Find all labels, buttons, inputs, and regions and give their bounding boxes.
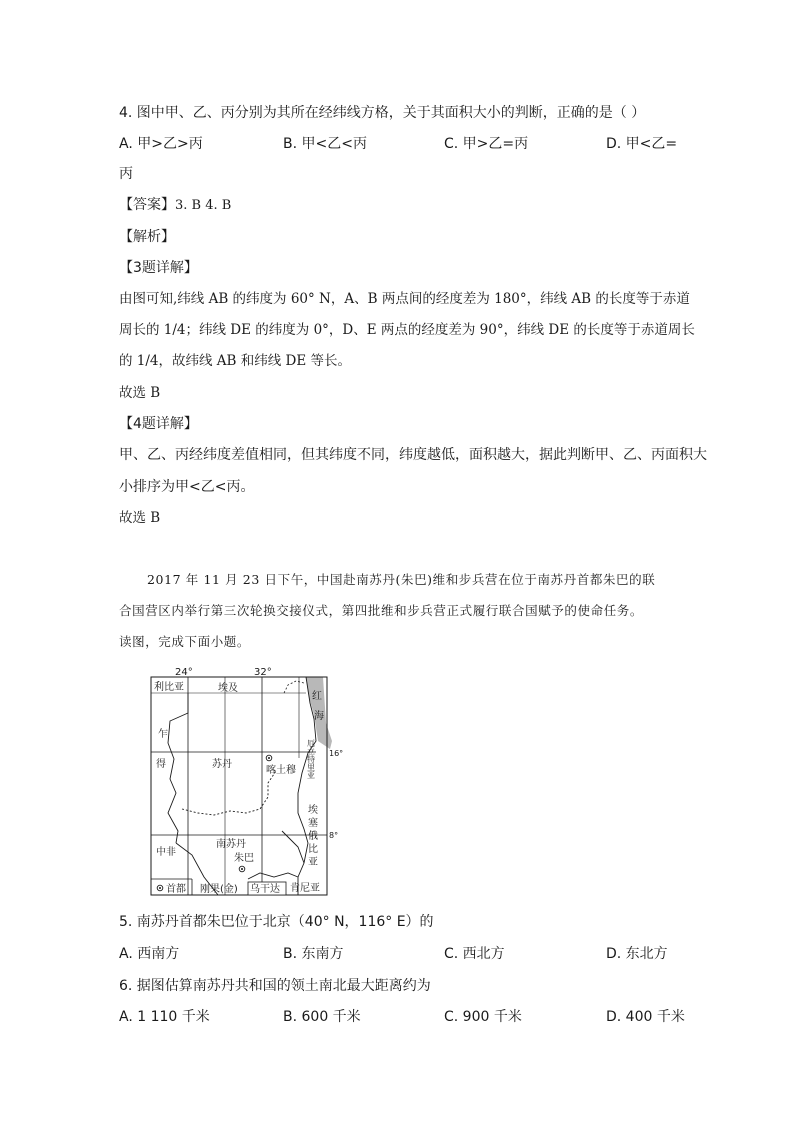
label-ethiopia-3: 俄 [308,831,318,842]
passage-line-2: 合国营区内举行第三次轮换交接仪式，第四批维和步兵营正式履行联合国赋予的使命任务。 [119,603,644,618]
label-kenya: 肯尼亚 [290,883,320,894]
detail3-choice: 故选 B [119,385,161,401]
label-congo: 刚果(金) [200,884,238,895]
q6-option-a: A. 1 110 千米 [119,1009,210,1025]
lat-label-16: 16° [329,749,344,758]
q5-option-b: B. 东南方 [283,946,344,962]
south-sudan-map [148,663,344,897]
detail3-line-1: 由图可知,纬线 AB 的纬度为 60° N，A、B 两点间的经度差为 180°，纬线 AB 的长度等于赤道 [119,291,690,307]
q4-option-d-wrap: 丙 [119,166,133,182]
q5-option-c: C. 西北方 [444,946,505,962]
label-car: 中非 [156,847,176,858]
lon-label-32: 32° [254,667,272,678]
detail4-line-1: 甲、乙、丙经纬度差值相同，但其纬度不同，纬度越低，面积越大，据此判断甲、乙、丙面积大 [119,447,707,463]
q6-option-b: B. 600 千米 [283,1009,361,1025]
label-chad-1: 乍 [158,729,168,740]
label-ethiopia-4: 比 [308,844,318,855]
q6-option-d: D. 400 千米 [606,1009,685,1025]
q5-option-a: A. 西南方 [119,946,180,962]
q4-option-d: D. 甲<乙= [606,136,678,152]
label-eritrea: 厄立特里亚 [306,739,316,779]
passage-line-3: 读图，完成下面小题。 [119,634,251,649]
answer-text: 3. B 4. B [175,198,232,213]
egypt-sudan-border [284,681,304,693]
label-khartoum: 喀土穆 [266,765,296,776]
label-libya: 利比亚 [154,682,184,693]
label-south-sudan: 南苏丹 [216,839,246,850]
q6-option-c: C. 900 千米 [444,1009,522,1025]
detail3-line-3: 的 1/4，故纬线 AB 和纬线 DE 等长。 [119,353,352,369]
label-red-sea-2: 海 [314,711,324,722]
detail4-tag: 【4题详解】 [119,416,198,432]
detail3-tag: 【3题详解】 [119,260,198,276]
label-ethiopia-5: 亚 [308,857,318,868]
sudan-west-border [168,693,188,843]
label-juba: 朱巴 [234,853,254,864]
lat-label-8: 8° [329,831,339,840]
label-egypt: 埃及 [218,683,238,694]
label-chad-2: 得 [156,759,166,770]
label-ethiopia-1: 埃 [308,805,318,816]
answer-tag: 【答案】 [119,197,175,213]
q5-option-d: D. 东北方 [606,946,668,962]
detail4-line-2: 小排序为甲<乙<丙。 [119,479,255,495]
detail4-choice: 故选 B [119,510,161,526]
answer-row [119,195,231,216]
label-ethiopia-2: 塞 [308,818,318,829]
q4-option-c: C. 甲>乙=丙 [444,136,529,152]
q4-option-b: B. 甲<乙<丙 [283,136,367,152]
passage-line-1: 2017 年 11 月 23 日下午，中国赴南苏丹(朱巴)维和步兵营在位于南苏丹首都朱巴的联 [147,572,656,587]
detail3-line-2: 周长的 1/4；纬线 DE 的纬度为 0°，D、E 两点的经度差为 90°，纬线 DE 的长度等于赤道周长 [119,322,695,338]
q4-stem: 4. 图中甲、乙、丙分别为其所在经纬线方格，关于其面积大小的判断，正确的是（ ） [119,105,646,121]
label-uganda: 乌干达 [250,884,280,895]
q6-stem: 6. 据图估算南苏丹共和国的领土南北最大距离约为 [119,978,431,994]
q5-stem: 5. 南苏丹首都朱巴位于北京（40° N，116° E）的 [119,914,434,930]
label-sudan: 苏丹 [212,759,232,770]
ethiopia-border [282,831,304,863]
q4-option-a: A. 甲>乙>丙 [119,136,203,152]
label-red-sea-1: 红 [312,691,322,702]
analysis-tag: 【解析】 [119,229,175,245]
label-capital-legend: 首都 [166,884,186,895]
lon-label-24: 24° [175,667,193,678]
